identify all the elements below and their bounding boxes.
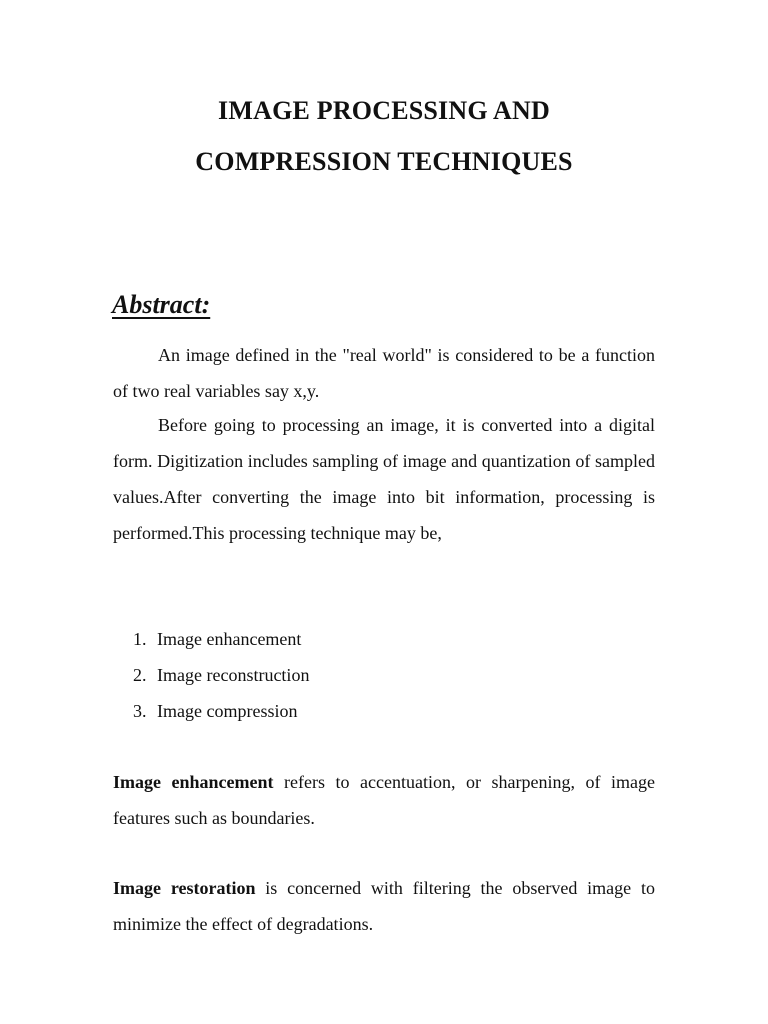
restoration-paragraph (113, 870, 655, 942)
list-item-number: 3. (133, 701, 147, 721)
enhancement-description: refers to accentuation, or sharpening, of image features such as boundaries. (113, 772, 655, 828)
technique-list (133, 621, 309, 729)
list-item-text: Image enhancement (157, 629, 302, 649)
enhancement-paragraph (113, 764, 655, 836)
abstract-paragraph-2: Before going to processing an image, it is converted into a digital form. Digitization includes sampling of image and quantization of sampled values.After converting the image into bit information, processing is performed.This processing technique may be, (113, 415, 655, 543)
abstract-paragraph-1: An image defined in the "real world" is considered to be a function of two real variables say x,y. (113, 345, 655, 401)
title-line-2: COMPRESSION TECHNIQUES (195, 147, 573, 176)
abstract-heading: Abstract: (112, 290, 211, 319)
restoration-description: is concerned with filtering the observed image to minimize the effect of degradations. (113, 878, 655, 934)
list-item (133, 621, 309, 657)
list-item (133, 693, 309, 729)
list-item-number: 1. (133, 629, 147, 649)
list-item-text: Image reconstruction (157, 665, 310, 685)
list-item-text: Image compression (157, 701, 298, 721)
list-item (133, 657, 309, 693)
list-item-number: 2. (133, 665, 147, 685)
title-line-1: IMAGE PROCESSING AND (218, 96, 550, 125)
enhancement-term: Image enhancement (113, 772, 274, 792)
restoration-term: Image restoration (113, 878, 256, 898)
